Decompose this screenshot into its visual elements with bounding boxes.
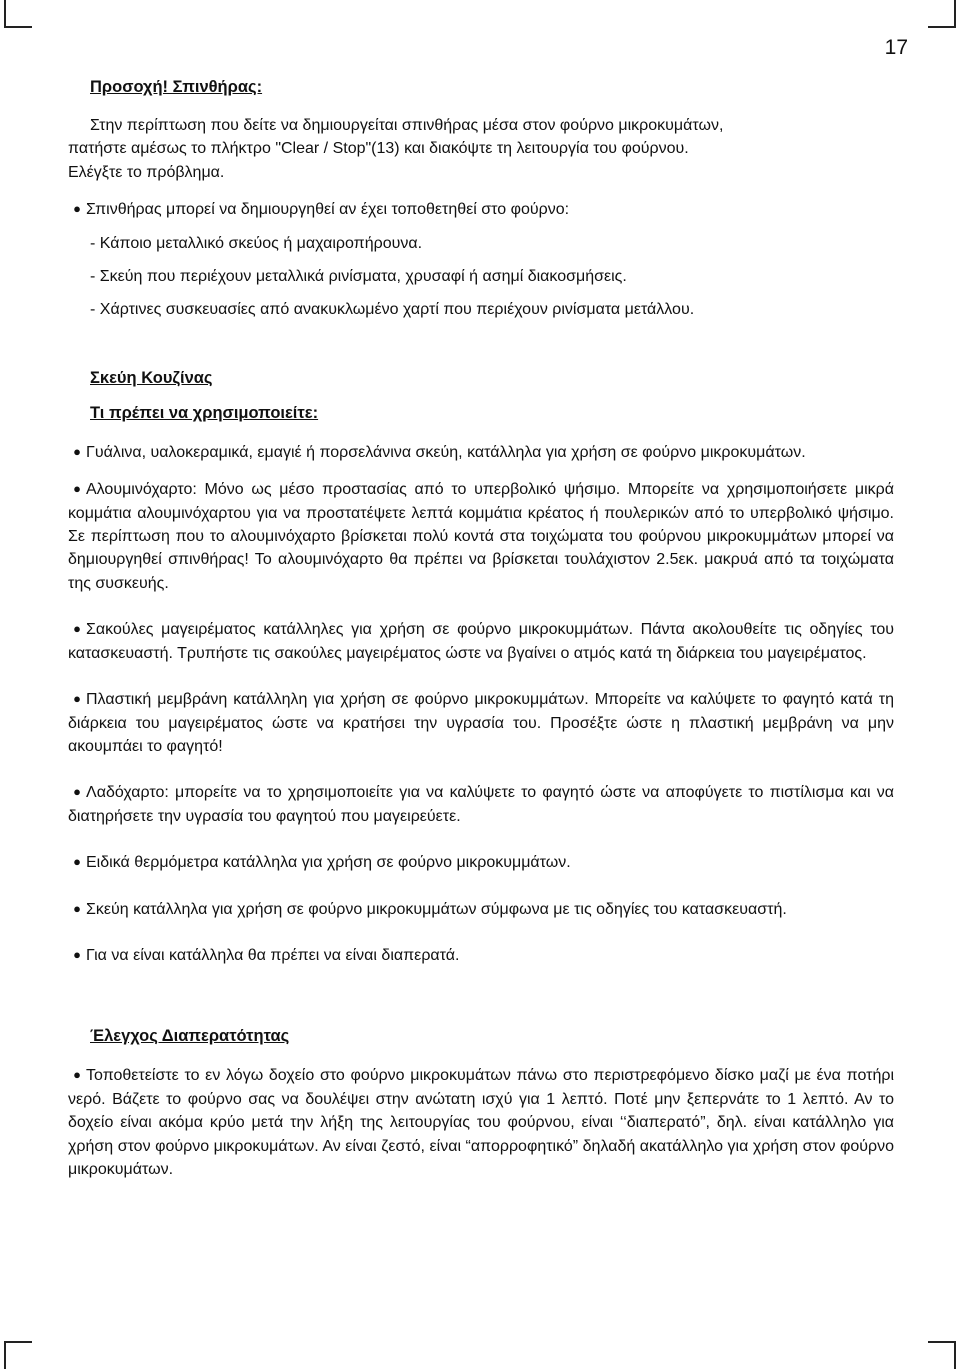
cookware-bullet-2-text: Αλουμινόχαρτο: Μόνο ως μέσο προστασίας από το υπερβολικό ψήσιμο. Μπορείτε να χρησιμοποιήσετε μικρά κομμάτια αλουμινόχαρτου για να προστατέψετε λεπτά κομμάτια κρέατος ή πουλερικών από το υπερβολικό ψήσιμο. Σε περίπτωση που το αλουμινόχαρτο βρίσκεται πολύ κοντά στα τοιχώματα του φούρνου μικροκυμμάτων μπορεί να δημιουργηθεί σπινθήρας! Το αλουμινόχαρτο θα πρέπει να βρίσκεται τουλάχιστον 2.5εκ. μακρυά από τα τοιχώματα της συσκευής. xyxy=(68,481,894,592)
bullet-icon: ● xyxy=(73,946,81,962)
warning-intro-line-2: πατήστε αμέσως το πλήκτρο "Clear / Stop"(13) και διακόψτε τη λειτουργία του φούρνου. xyxy=(68,140,689,158)
warning-intro-line-3: Ελέγξτε το πρόβλημα. xyxy=(68,163,225,181)
cookware-bullet-1 xyxy=(68,440,894,464)
bullet-icon: ● xyxy=(73,784,81,800)
cookware-subtitle: Τι πρέπει να χρησιμοποιείτε: xyxy=(90,403,319,422)
bullet-icon: ● xyxy=(73,854,81,870)
crop-mark-bottom-left xyxy=(4,1341,32,1369)
page-content xyxy=(68,76,894,1181)
cookware-bullet-1-text: Γυάλινα, υαλοκεραμικά, εμαγιέ ή πορσελάνινα σκεύη, κατάλληλα για χρήση σε φούρνο μικροκυμάτων. xyxy=(86,443,806,461)
cookware-bullet-4-text: Πλαστική μεμβράνη κατάλληλη για χρήση σε φούρνο μικροκυμμάτων. Μπορείτε να καλύψετε το φαγητό κατά τη διάρκεια του μαγειρέματος ώστε να κρατήσει την υγρασία του. Προσέξτε ώστε η πλαστική μεμβράνη να μην ακουμπάει το φαγητό! xyxy=(68,691,894,755)
cookware-bullet-6-text: Ειδικά θερμόμετρα κατάλληλα για χρήση σε φούρνο μικροκυμμάτων. xyxy=(86,854,571,872)
cookware-title: Σκεύη Κουζίνας xyxy=(90,368,213,387)
crop-mark-bottom-right xyxy=(928,1341,956,1369)
warning-item-3: - Χάρτινες συσκευασίες από ανακυκλωμένο χαρτί που περιέχουν ρινίσματα μετάλλου. xyxy=(90,301,695,319)
cookware-bullet-5-text: Λαδόχαρτο: μπορείτε να το χρησιμοποιείτε για να καλύψετε το φαγητό ώστε να αποφύγετε το πιστίλισμα και να διατηρήσετε την υγρασία του φαγητού που μαγειρεύετε. xyxy=(68,784,894,825)
permeability-text: Τοποθετείστε το εν λόγω δοχείο στο φούρνο μικροκυμάτων πάνω στο περιστρεφόμενο δίσκο μαζί με ένα ποτήρι νερό. Βάζετε το φούρνο σας να δουλέψει στην ανώτατη ισχύ για 1 λεπτό. Ποτέ μην ξεπερνάτε το 1 λεπτό. Αν το δοχείο είναι ακόμα κρύο μετά την λήξη της λειτουργίας του φούρνου, είναι ‘‘διαπερατό”, δηλ. είναι κατάλληλο για χρήση στον φούρνο μικροκυμάτων. Αν είναι ζεστό, είναι “απορροφητικό” δηλαδή ακατάλληλο για χρήση στον φούρνο μικροκυμάτων. xyxy=(68,1067,894,1178)
cookware-bullet-4 xyxy=(68,687,894,758)
cookware-bullet-7-text: Σκεύη κατάλληλα για χρήση σε φούρνο μικροκυμμάτων σύμφωνα με τις οδηγίες του κατασκευαστή. xyxy=(86,900,787,918)
cookware-bullet-3 xyxy=(68,617,894,665)
bullet-icon: ● xyxy=(73,900,81,916)
warning-bullet-text: Σπινθήρας μπορεί να δημιουργηθεί αν έχει τοποθετηθεί στο φούρνο: xyxy=(86,201,570,219)
warning-item-1: - Κάποιο μεταλλικό σκεύος ή μαχαιροπήρουνα. xyxy=(90,234,423,252)
cookware-bullet-5 xyxy=(68,780,894,828)
cookware-bullet-2 xyxy=(68,477,894,595)
cookware-bullet-7 xyxy=(68,897,894,921)
cookware-bullet-8 xyxy=(68,943,894,967)
page-number: 17 xyxy=(884,36,908,59)
crop-mark-top-left xyxy=(4,0,32,28)
permeability-title: Έλεγχος Διαπερατότητας xyxy=(90,1027,290,1046)
warning-intro-line-1: Στην περίπτωση που δείτε να δημιουργείται σπινθήρας μέσα στον φούρνο μικροκυμάτων, xyxy=(90,117,724,134)
warning-item-2: - Σκεύη που περιέχουν μεταλλικά ρινίσματα, χρυσαφί ή ασημί διακοσμήσεις. xyxy=(90,268,627,286)
cookware-bullet-6 xyxy=(68,850,894,874)
warning-bullet xyxy=(68,197,894,221)
cookware-bullet-8-text: Για να είναι κατάλληλα θα πρέπει να είναι διαπερατά. xyxy=(86,946,460,964)
bullet-icon: ● xyxy=(73,1067,81,1083)
crop-mark-top-right xyxy=(928,0,956,28)
bullet-icon: ● xyxy=(73,201,81,217)
bullet-icon: ● xyxy=(73,691,81,707)
warning-title: Προσοχή! Σπινθήρας: xyxy=(90,78,263,96)
permeability-bullet xyxy=(68,1063,894,1181)
bullet-icon: ● xyxy=(73,621,81,637)
cookware-bullet-3-text: Σακούλες μαγειρέματος κατάλληλες για χρήση σε φούρνο μικροκυμμάτων. Πάντα ακολουθείτε τις οδηγίες του κατασκευαστή. Τρυπήστε τις σακούλες μαγειρέματος ώστε να βγαίνει ο ατμός κατά τη διάρκεια του μαγειρέματος. xyxy=(68,621,894,662)
bullet-icon: ● xyxy=(73,481,81,497)
bullet-icon: ● xyxy=(73,443,81,459)
